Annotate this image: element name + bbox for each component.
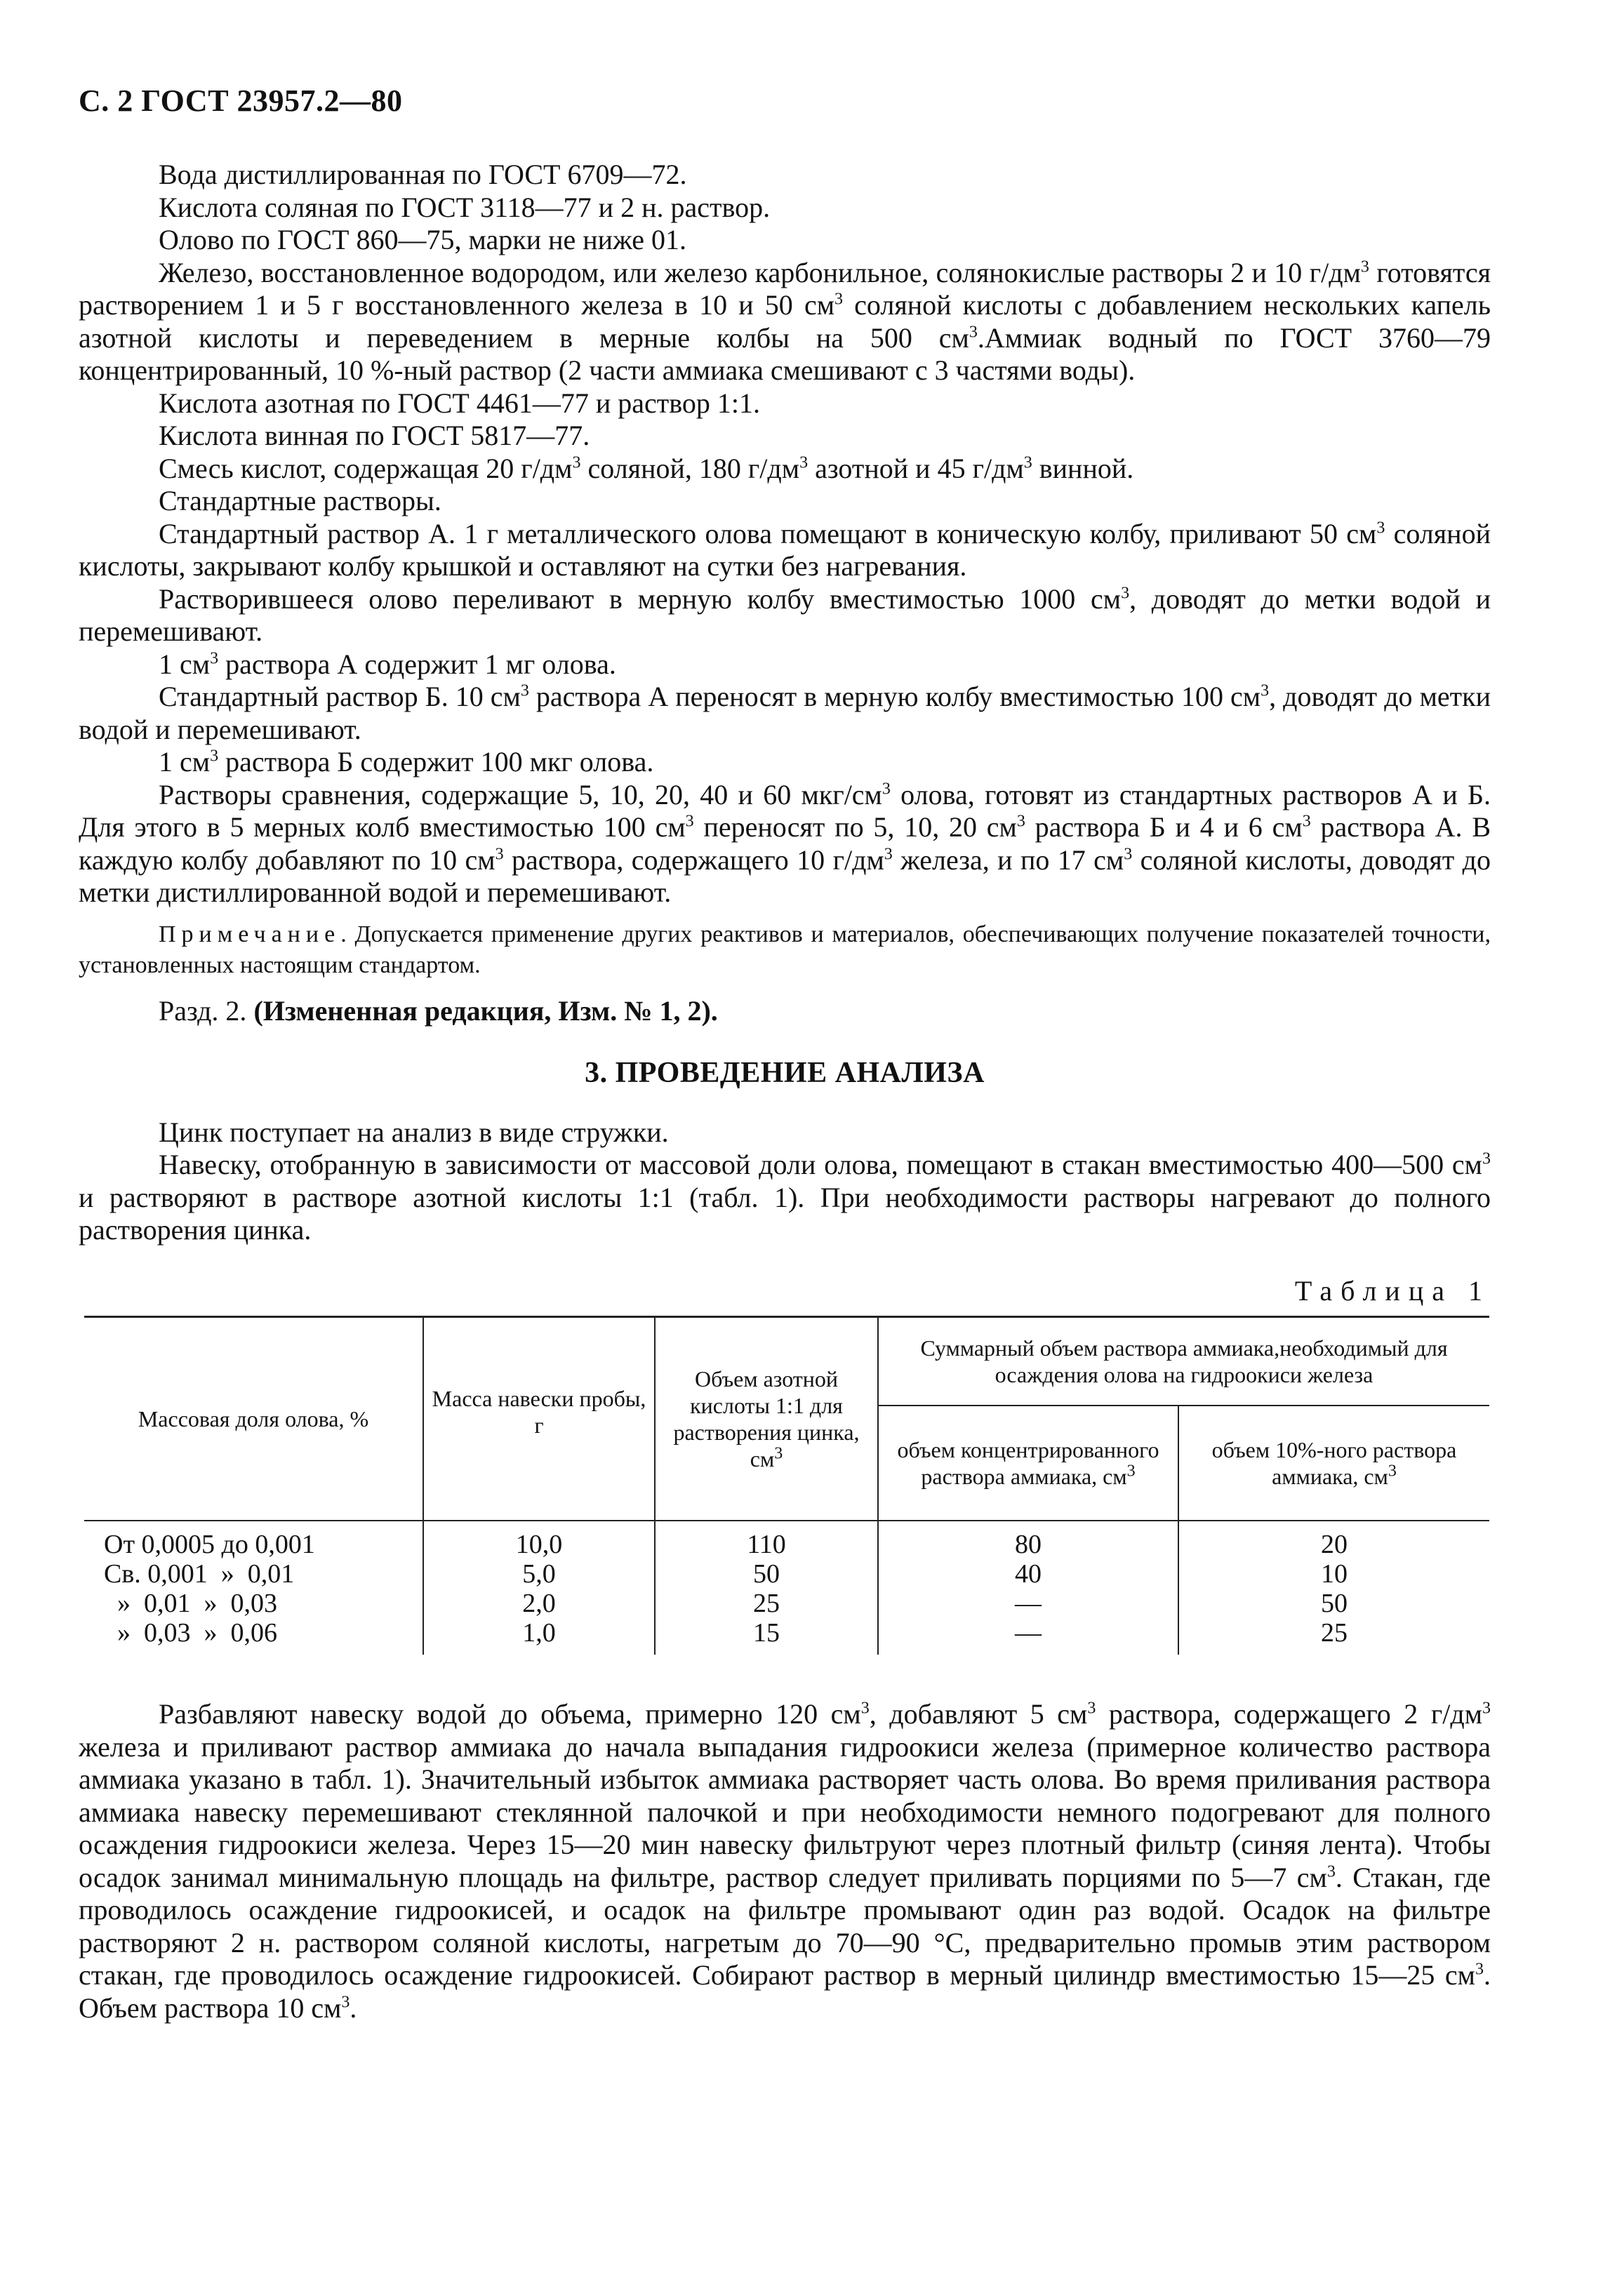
cell-nitric-volume: 110 [655, 1521, 878, 1559]
header-nitric-volume: Объем азотной кислоты 1:1 для растворения цинка, $см^3$ [655, 1317, 878, 1521]
dissolved-tin: Растворившееся олово переливают в мерную колбу вместимостью 1000 $см^3$, доводят до метки водой и перемешивают. [79, 582, 1491, 647]
table-row [84, 1521, 1489, 1559]
reagent-iron: Железо, восстановленное водородом, или железо карбонильное, солянокислые растворы 2 и 10 $г/дм^3$ готовятся растворением 1 и 5 г восстановленного железа в 10 и 50 $см^3$ соляной кислоты с добавлением нескольких капель азотной кислоты и переведением в мерные колбы на 500 $см^3.Аммиак$ водный по ГОСТ 3760—79 концентрированный, 10 %-ный раствор (2 части аммиака смешивают с 3 частями воды). [79, 256, 1491, 386]
reagent-tin: Олово по ГОСТ 860—75, марки не ниже 01. [159, 224, 686, 255]
document-body [79, 159, 1491, 2024]
cell-conc-ammonia: — [878, 1618, 1178, 1655]
cell-sample-mass: 2,0 [423, 1589, 655, 1618]
cell-dilute-ammonia: 25 [1178, 1618, 1489, 1655]
table-row [84, 1589, 1489, 1618]
table-row [84, 1618, 1489, 1655]
header-dilute-ammonia: объем 10%-ного раствора аммиака, $см^3$ [1178, 1406, 1489, 1521]
cell-dilute-ammonia: 20 [1178, 1521, 1489, 1559]
solution-a-content: 1 $см^3$ раствора А содержит 1 мг олова. [159, 648, 616, 680]
solution-b-content: 1 $см^3$ раствора Б содержит 100 мкг олова. [159, 746, 654, 777]
reagent-hcl: Кислота соляная по ГОСТ 3118—77 и 2 н. раствор. [159, 191, 771, 223]
analysis-p1: Цинк поступает на анализ в виде стружки. [159, 1116, 669, 1148]
note-text: . Допускается применение других реактивов и материалов, обеспечивающих получение показателей точности, установленных настоящим стандартом. [79, 921, 1491, 978]
cell-sample-mass: 10,0 [423, 1521, 655, 1559]
cell-mass-fraction: Св. 0,001 » 0,01 [104, 1559, 295, 1589]
table-caption: Таблица 1 [1294, 1274, 1491, 1307]
header-conc-ammonia: объем концентрированного раствора аммиака, $см^3$ [878, 1406, 1178, 1521]
comparison-solutions: Растворы сравнения, содержащие 5, 10, 20, 40 и 60 мкг/$см^3$ олова, готовят из стандартных растворов А и Б. Для этого в 5 мерных колб вместимостью 100 $см^3$ переносят по 5, 10, 20 $см^3$ раствора Б и 4 и 6 $см^3$ раствора А. В каждую колбу добавляют по 10 $см^3$ раствора, содержащего 10 $г/дм^3$ железа, и по 17 $см^3$ соляной кислоты, доводят до метки дистиллированной водой и перемешивают. [79, 778, 1491, 908]
dilution-procedure: Разбавляют навеску водой до объема, примерно 120 $см^3$, добавляют 5 $см^3$ раствора, содержащего 2 $г/дм^3$ железа и приливают раствор аммиака до начала выпадания гидроокиси железа (примерное количество раствора аммиака указано в табл. 1). Значительный избыток аммиака растворяет часть олова. Во время приливания раствора аммиака навеску перемешивают стеклянной палочкой и при необходимости немного подогревают для полного осаждения гидроокиси железа. Через 15—20 мин навеску фильтруют через плотный фильтр (синяя лента). Чтобы осадок занимал минимальную площадь на фильтре, раствор следует приливать порциями по 5—7 $см^3$. Стакан, где проводилось осаждение гидроокисей, и осадок на фильтре промывают один раз водой. Осадок на фильтре растворяют 2 н. раствором соляной кислоты, нагретым до 70—90 °С, предварительно промыв этим раствором стакан, где проводилось осаждение гидроокисей. Собирают раствор в мерный цилиндр вместимостью 15—25 $см^3$. Объем раствора 10 $см^3$. [79, 1698, 1491, 2024]
revision-note: Разд. 2. (Измененная редакция, Изм. № 1, 2). [159, 994, 718, 1027]
table-row [84, 1559, 1489, 1589]
cell-mass-fraction: » 0,01 » 0,03 [104, 1589, 277, 1618]
cell-nitric-volume: 50 [655, 1559, 878, 1589]
reagent-tartaric: Кислота винная по ГОСТ 5817—77. [159, 420, 590, 451]
note [79, 919, 1491, 981]
reagent-water: Вода дистиллированная по ГОСТ 6709—72. [159, 159, 687, 190]
reagent-nitric: Кислота азотная по ГОСТ 4461—77 и раствор 1:1. [159, 387, 760, 419]
cell-conc-ammonia: — [878, 1589, 1178, 1618]
analysis-p2: Навеску, отобранную в зависимости от массовой доли олова, помещают в стакан вместимостью 400—500 $см^3$ и растворяют в растворе азотной кислоты 1:1 (табл. 1). При необходимости растворы нагревают до полного растворения цинка. [79, 1149, 1491, 1246]
cell-mass-fraction: От 0,0005 до 0,001 [104, 1530, 315, 1559]
header-total-ammonia: Суммарный объем раствора аммиака,необходимый для осаждения олова на гидроокиси железа [878, 1317, 1489, 1406]
cell-conc-ammonia: 40 [878, 1559, 1178, 1589]
cell-dilute-ammonia: 10 [1178, 1559, 1489, 1589]
header-mass-fraction: Массовая доля олова, % [84, 1317, 423, 1521]
table-1 [84, 1316, 1489, 1655]
standard-solution-b: Стандартный раствор Б. 10 $см^3$ раствора А переносят в мерную колбу вместимостью 100 $см^3$, доводят до метки водой и перемешивают. [79, 681, 1491, 745]
cell-conc-ammonia: 80 [878, 1521, 1178, 1559]
cell-sample-mass: 5,0 [423, 1559, 655, 1589]
acid-mix: Смесь кислот, содержащая 20 $г/дм^3$ соляной, 180 $г/дм^3$ азотной и 45 $г/дм^3$ винной. [159, 452, 1134, 484]
cell-mass-fraction: » 0,03 » 0,06 [104, 1618, 277, 1648]
cell-nitric-volume: 25 [655, 1589, 878, 1618]
cell-sample-mass: 1,0 [423, 1618, 655, 1655]
standard-solution-a: Стандартный раствор А. 1 г металлического олова помещают в коническую колбу, приливают 50 $см^3$ соляной кислоты, закрывают колбу крышкой и оставляют на сутки без нагревания. [79, 517, 1491, 582]
page-header: С. 2 ГОСТ 23957.2—80 [79, 84, 403, 118]
cell-nitric-volume: 15 [655, 1618, 878, 1655]
standard-solutions-title: Стандартные растворы. [159, 485, 441, 516]
cell-dilute-ammonia: 50 [1178, 1589, 1489, 1618]
header-sample-mass: Масса навески пробы, г [423, 1317, 655, 1521]
note-label: Примечание [159, 921, 341, 947]
section-3-title: 3. ПРОВЕДЕНИЕ АНАЛИЗА [585, 1057, 985, 1089]
